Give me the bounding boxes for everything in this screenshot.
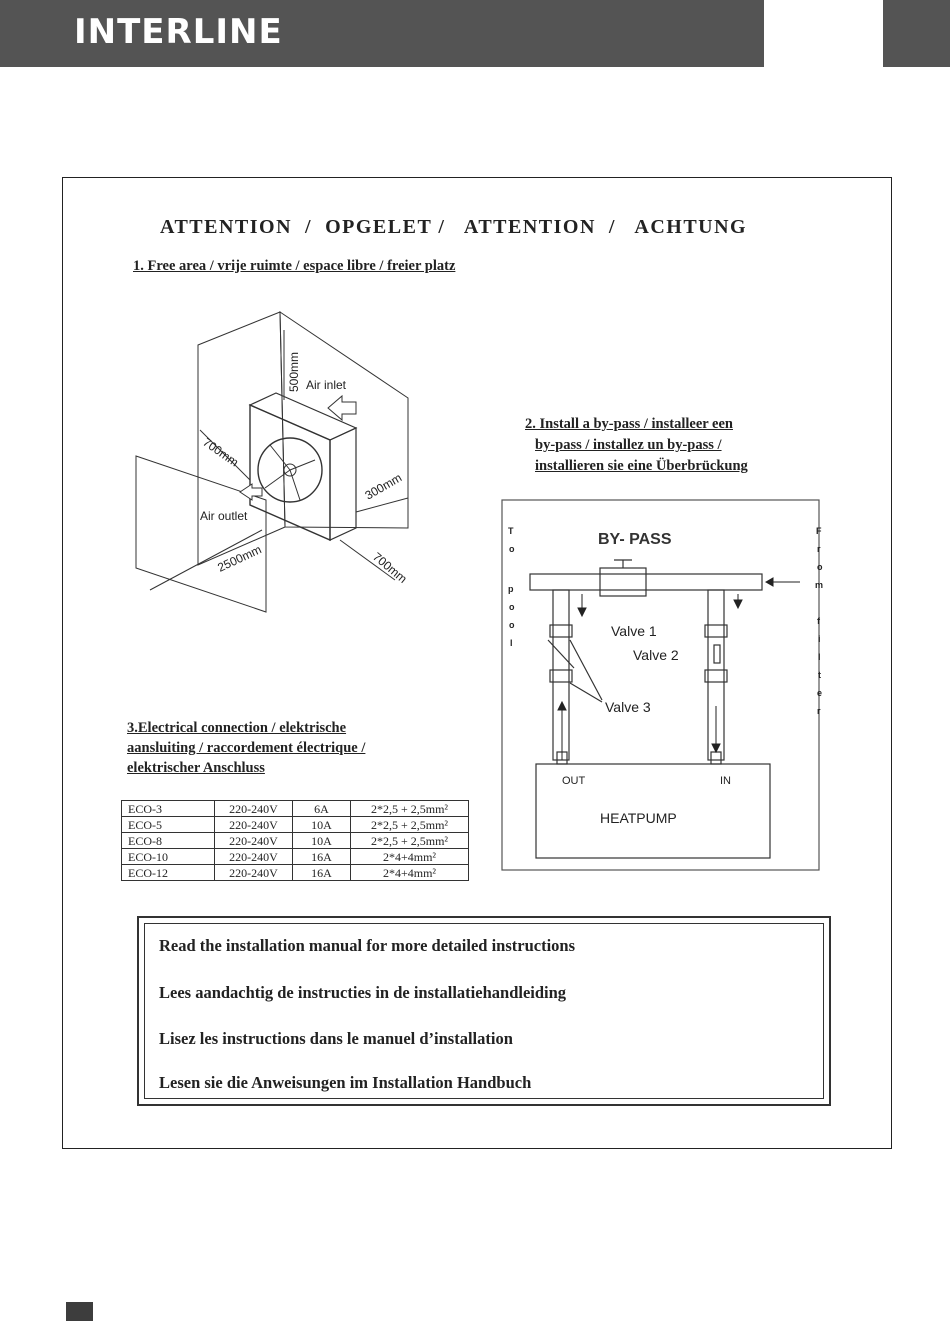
notice-line-fr: Lisez les instructions dans le manuel d’installation	[159, 1029, 513, 1048]
air-outlet-label: Air outlet	[200, 509, 248, 523]
valve3-label: Valve 3	[605, 699, 651, 715]
out-label: OUT	[562, 775, 586, 787]
dim-700-left-label: 700mm	[200, 434, 242, 470]
section-bypass-title: 2. Install a by-pass / installeer een by-pass / installez un by-pass / installieren sie eine Überbrückung	[525, 416, 748, 474]
free-area-diagram	[128, 300, 428, 620]
table-row: ECO-3 220-240V 6A 2*2,5 + 2,5mm²	[122, 801, 469, 817]
brand-logo: INTERLINE	[74, 12, 283, 52]
valve1-label: Valve 1	[611, 623, 657, 639]
from-filter-label: F r o m f i l t e r	[815, 526, 824, 716]
dim-700-right-label: 700mm	[370, 549, 410, 587]
air-inlet-arrow-icon	[328, 396, 356, 420]
in-label: IN	[720, 775, 731, 787]
heatpump-label: HEATPUMP	[600, 810, 677, 826]
table-row: ECO-12 220-240V 16A 2*4+4mm²	[122, 865, 469, 881]
bypass-diagram	[500, 498, 822, 872]
notice-line-en: Read the installation manual for more detailed instructions	[159, 936, 576, 955]
notice-line-de: Lesen sie die Anweisungen im Installation Handbuch	[159, 1073, 532, 1092]
instructions-notice-box	[137, 916, 831, 1106]
section-electrical-title: 3.Electrical connection / elektrische aansluiting / raccordement électrique / elektrischer Anschluss	[127, 720, 366, 776]
dim-2500-label: 2500mm	[215, 542, 264, 575]
dim-300-label: 300mm	[362, 470, 405, 503]
header-bar	[0, 0, 764, 67]
air-inlet-label: Air inlet	[306, 378, 347, 392]
bypass-label: BY- PASS	[598, 531, 672, 548]
to-pool-label: T o p o o l	[508, 526, 515, 648]
front-panel	[136, 456, 266, 612]
bypass-valve	[600, 568, 646, 596]
header-tab-block	[883, 0, 950, 67]
side-wall	[280, 312, 408, 528]
table-row: ECO-10 220-240V 16A 2*4+4mm²	[122, 849, 469, 865]
table-row: ECO-8 220-240V 10A 2*2,5 + 2,5mm²	[122, 833, 469, 849]
section-free-area-title: 1. Free area / vrije ruimte / espace libre / freier platz	[133, 258, 456, 274]
dim-500-label: 500mm	[287, 351, 301, 392]
unit-side	[330, 428, 356, 540]
valve2-label: Valve 2	[633, 647, 679, 663]
notice-line-nl: Lees aandachtig de instructies in de installatiehandleiding	[159, 983, 567, 1002]
page-heading: ATTENTION / OPGELET / ATTENTION / ACHTUNG	[160, 216, 748, 238]
table-row: ECO-5 220-240V 10A 2*2,5 + 2,5mm²	[122, 817, 469, 833]
unit-front	[250, 405, 330, 540]
electrical-spec-table	[121, 800, 469, 881]
page-marker	[66, 1302, 93, 1321]
